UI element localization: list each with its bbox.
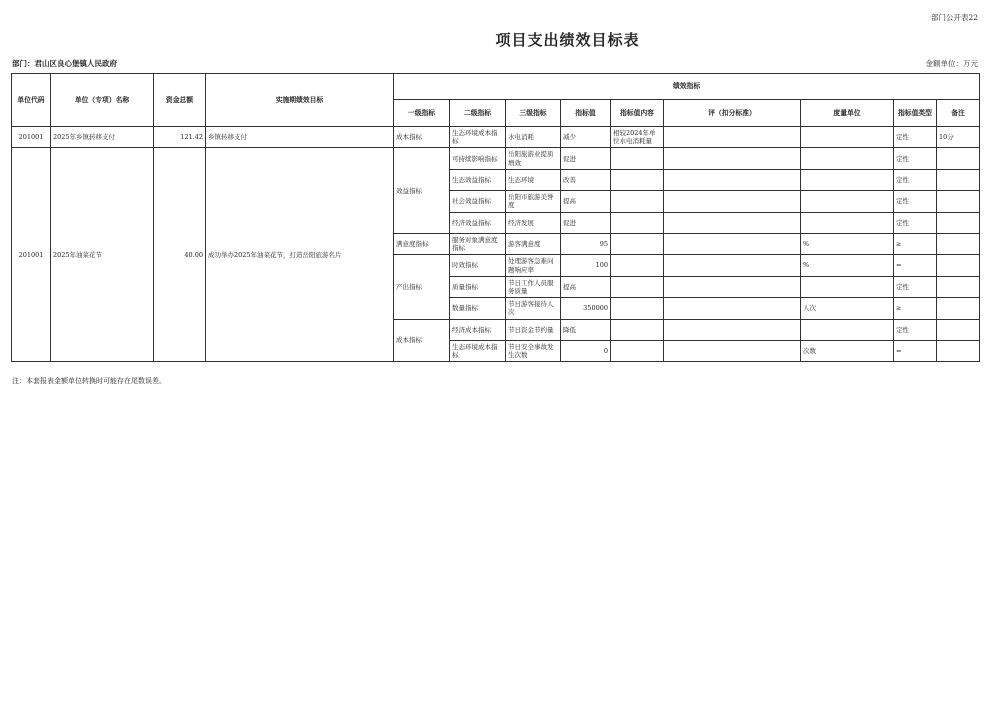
value-content-cell xyxy=(611,276,664,297)
measure-cell xyxy=(801,319,894,340)
header-performance: 绩效指标 xyxy=(394,74,980,100)
unit-name-cell: 2025年油菜花节 xyxy=(51,148,154,362)
goal-cell: 成功举办2025年油菜花节，打造岳阳旅游名片 xyxy=(206,148,394,362)
value-cell: 降低 xyxy=(561,319,611,340)
measure-cell: 人次 xyxy=(801,298,894,319)
level3-cell: 岳阳市旅游美誉度 xyxy=(506,191,561,212)
remark-cell xyxy=(937,319,980,340)
remark-cell xyxy=(937,212,980,233)
remark-cell xyxy=(937,191,980,212)
score-cell xyxy=(664,127,801,148)
remark-cell: 10分 xyxy=(937,127,980,148)
measure-cell xyxy=(801,212,894,233)
score-cell xyxy=(664,233,801,254)
score-cell xyxy=(664,340,801,361)
score-cell xyxy=(664,255,801,276)
currency-unit-label: 金额单位：万元 xyxy=(925,59,978,68)
value-content-cell xyxy=(611,233,664,254)
level3-cell: 处理游客急难问题响应率 xyxy=(506,255,561,276)
unit-name-cell: 2025年乡镇转移支付 xyxy=(51,127,154,148)
value-type-cell: ≥ xyxy=(894,298,937,319)
remark-cell xyxy=(937,148,980,169)
value-content-cell xyxy=(611,340,664,361)
value-type-cell: 定性 xyxy=(894,319,937,340)
level2-cell: 社会效益指标 xyxy=(450,191,506,212)
value-type-cell: = xyxy=(894,340,937,361)
value-type-cell: = xyxy=(894,255,937,276)
value-cell: 促进 xyxy=(561,148,611,169)
header-level1: 一级指标 xyxy=(394,100,450,127)
header-unit-code: 单位代码 xyxy=(12,74,51,127)
level2-cell: 时效指标 xyxy=(450,255,506,276)
value-cell: 改善 xyxy=(561,169,611,190)
value-cell: 100 xyxy=(561,255,611,276)
measure-cell xyxy=(801,169,894,190)
value-type-cell: 定性 xyxy=(894,127,937,148)
value-content-cell: 相较2024年单位水电消耗量 xyxy=(611,127,664,148)
level2-cell: 经济效益指标 xyxy=(450,212,506,233)
table-row xyxy=(12,148,980,169)
table-row xyxy=(12,127,980,148)
goal-cell: 乡镇转移支付 xyxy=(206,127,394,148)
footnote: 注：本套报表金额单位转换时可能存在尾数误差。 xyxy=(12,377,166,385)
unit-code-cell: 201001 xyxy=(12,148,51,362)
header-goal: 实施期绩效目标 xyxy=(206,74,394,127)
value-type-cell: 定性 xyxy=(894,148,937,169)
header-remark: 备注 xyxy=(937,100,980,127)
measure-cell: % xyxy=(801,255,894,276)
value-cell: 350000 xyxy=(561,298,611,319)
level2-cell: 生态效益指标 xyxy=(450,169,506,190)
value-content-cell xyxy=(611,319,664,340)
value-type-cell: 定性 xyxy=(894,276,937,297)
measure-cell xyxy=(801,276,894,297)
remark-cell xyxy=(937,340,980,361)
value-content-cell xyxy=(611,148,664,169)
header-value: 指标值 xyxy=(561,100,611,127)
level3-cell: 水电消耗 xyxy=(506,127,561,148)
department-label: 部门：君山区良心堡镇人民政府 xyxy=(12,59,117,68)
level3-cell: 节日安全事故发生次数 xyxy=(506,340,561,361)
value-cell: 0 xyxy=(561,340,611,361)
level2-cell: 数量指标 xyxy=(450,298,506,319)
level2-cell: 质量指标 xyxy=(450,276,506,297)
value-type-cell: 定性 xyxy=(894,191,937,212)
level2-cell: 经济成本指标 xyxy=(450,319,506,340)
page-number: 部门公开表22 xyxy=(930,13,978,22)
page-title: 项目支出绩效目标表 xyxy=(495,31,640,49)
value-content-cell xyxy=(611,298,664,319)
level1-cell: 成本指标 xyxy=(394,319,450,362)
measure-cell xyxy=(801,148,894,169)
level2-cell: 生态环境成本指标 xyxy=(450,340,506,361)
level3-cell: 节日资金节约量 xyxy=(506,319,561,340)
score-cell xyxy=(664,319,801,340)
score-cell xyxy=(664,191,801,212)
value-cell: 减少 xyxy=(561,127,611,148)
value-cell: 促进 xyxy=(561,212,611,233)
level1-cell: 效益指标 xyxy=(394,148,450,234)
value-type-cell: ≥ xyxy=(894,233,937,254)
value-cell: 95 xyxy=(561,233,611,254)
value-type-cell: 定性 xyxy=(894,169,937,190)
amount-cell: 121.42 xyxy=(154,127,206,148)
remark-cell xyxy=(937,169,980,190)
level2-cell: 生态环境成本指标 xyxy=(450,127,506,148)
header-total-funds: 资金总额 xyxy=(154,74,206,127)
score-cell xyxy=(664,169,801,190)
header-unit-name: 单位（专项）名称 xyxy=(51,74,154,127)
level3-cell: 节日工作人员服务质量 xyxy=(506,276,561,297)
level2-cell: 服务对象满意度指标 xyxy=(450,233,506,254)
unit-code-cell: 201001 xyxy=(12,127,51,148)
score-cell xyxy=(664,298,801,319)
level3-cell: 生态环境 xyxy=(506,169,561,190)
header-score: 评（扣分标准） xyxy=(664,100,801,127)
remark-cell xyxy=(937,298,980,319)
score-cell xyxy=(664,276,801,297)
value-content-cell xyxy=(611,255,664,276)
header-level2: 二级指标 xyxy=(450,100,506,127)
header-measure: 度量单位 xyxy=(801,100,894,127)
remark-cell xyxy=(937,276,980,297)
value-content-cell xyxy=(611,212,664,233)
header-value-content: 指标值内容 xyxy=(611,100,664,127)
value-cell: 提高 xyxy=(561,276,611,297)
remark-cell xyxy=(937,233,980,254)
level3-cell: 游客满意度 xyxy=(506,233,561,254)
value-content-cell xyxy=(611,169,664,190)
header-value-type: 指标值类型 xyxy=(894,100,937,127)
measure-cell xyxy=(801,191,894,212)
level1-cell: 成本指标 xyxy=(394,127,450,148)
performance-table xyxy=(11,73,980,362)
measure-cell: % xyxy=(801,233,894,254)
measure-cell xyxy=(801,127,894,148)
level1-cell: 产出指标 xyxy=(394,255,450,319)
value-content-cell xyxy=(611,191,664,212)
value-cell: 提高 xyxy=(561,191,611,212)
remark-cell xyxy=(937,255,980,276)
value-type-cell: 定性 xyxy=(894,212,937,233)
level1-cell: 满意度指标 xyxy=(394,233,450,254)
level2-cell: 可持续影响指标 xyxy=(450,148,506,169)
amount-cell: 40.00 xyxy=(154,148,206,362)
level3-cell: 节日游客接待人次 xyxy=(506,298,561,319)
score-cell xyxy=(664,148,801,169)
level3-cell: 岳阳旅游业提质增效 xyxy=(506,148,561,169)
score-cell xyxy=(664,212,801,233)
measure-cell: 次数 xyxy=(801,340,894,361)
header-level3: 三级指标 xyxy=(506,100,561,127)
level3-cell: 经济发展 xyxy=(506,212,561,233)
